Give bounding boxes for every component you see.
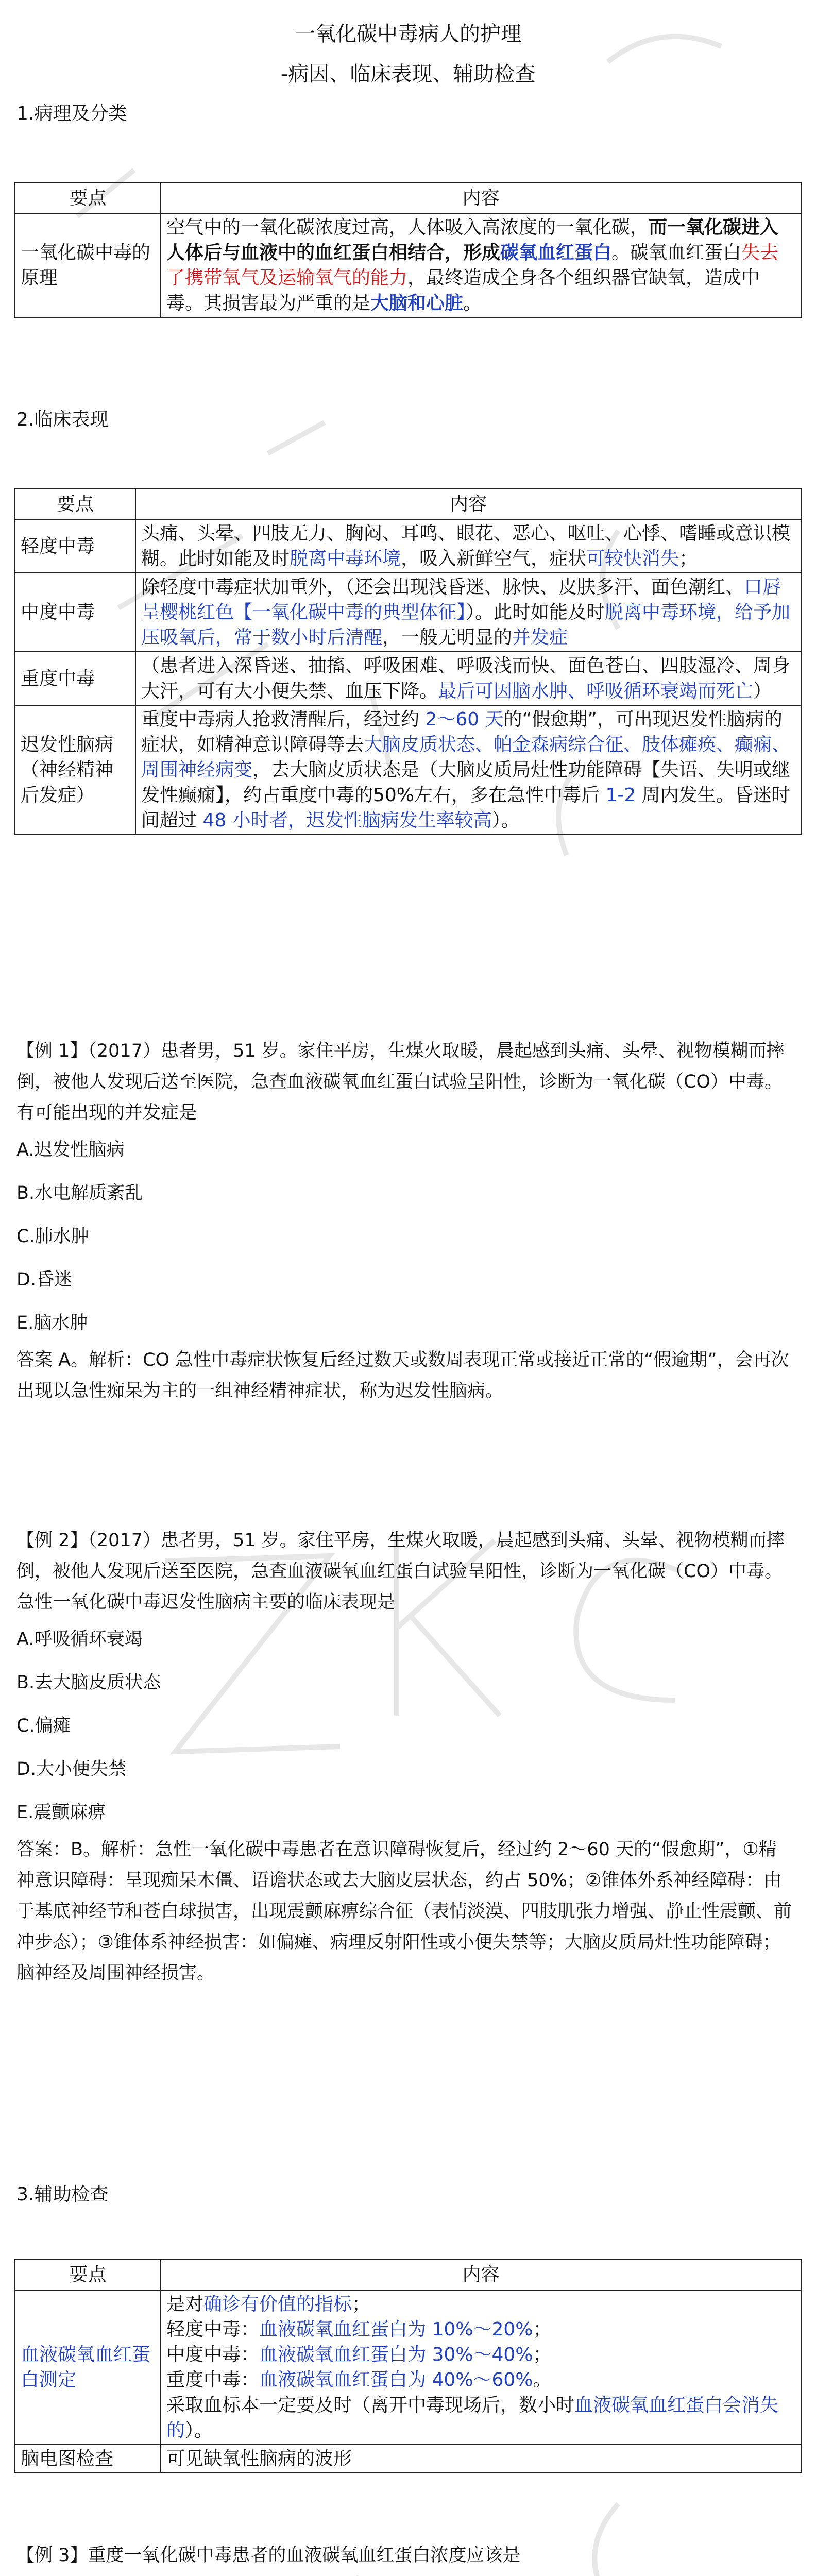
section-heading-1: 1.病理及分类 bbox=[16, 103, 127, 124]
text-segment: ； bbox=[679, 548, 698, 569]
option-d: D.大小便失禁 bbox=[16, 1759, 127, 1780]
highlight-term: 口唇呈樱桃红色【一氧化碳中毒的典型体征】 bbox=[141, 577, 781, 623]
content-line bbox=[166, 2317, 795, 2342]
text-segment: ； bbox=[533, 2319, 552, 2340]
option-b: B.去大脑皮质状态 bbox=[16, 1672, 161, 1693]
content-line bbox=[166, 2342, 795, 2367]
text-segment: 重度中毒： bbox=[166, 2369, 260, 2391]
clinical-table bbox=[14, 488, 802, 835]
table-header-row bbox=[15, 183, 801, 213]
highlight-term: 血液碳氧血红蛋白为 10%～20% bbox=[259, 2319, 533, 2340]
text-segment-bold: 形成 bbox=[463, 242, 501, 263]
section-heading-3: 3.辅助检查 bbox=[16, 2184, 109, 2205]
answer-explanation: 答案 A。解析：CO 急性中毒症状恢复后经过数天或数周表现正常或接近正常的“假逾期”，会再次出现以急性痴呆为主的一组神经精神症状，称为迟发性脑病。 bbox=[16, 1350, 789, 1401]
auxiliary-exam-table bbox=[14, 2259, 802, 2473]
text-segment: （患者进入深昏迷、抽搐、呼吸困难、呼吸浅而快、面色苍白、四肢湿冷、周身大汗，可有大小便失禁、血压下降。 bbox=[141, 655, 791, 702]
text-segment: ，吸入新鲜空气，症状 bbox=[401, 548, 587, 569]
option-b: B.水电解质紊乱 bbox=[16, 1183, 143, 1204]
row-key: 血液碳氧血红蛋白测定 bbox=[15, 2290, 161, 2445]
text-segment: 。碳氧血红蛋白 bbox=[611, 242, 742, 263]
highlight-term: 血液碳氧血红蛋白为 40%～60% bbox=[259, 2369, 533, 2391]
highlight-term: 大脑皮质状态、帕金森病综合征、肢体瘫痪、癫痫、周围神经病变 bbox=[141, 734, 791, 781]
pathology-table bbox=[14, 182, 802, 318]
column-header-content: 内容 bbox=[161, 183, 801, 213]
question-stem: 【例 1】（2017）患者男，51 岁。家住平房，生煤火取暖，晨起感到头痛、头晕、视物模糊而摔倒，被他人发现后送至医院，急查血液碳氧血红蛋白试验呈阳性，诊断为一氧化碳（CO）中毒。有可能出现的并发症是 bbox=[16, 1041, 785, 1123]
highlight-term: 大脑和心脏 bbox=[370, 293, 464, 314]
text-segment: 除轻度中毒症状加重外，（还会出现浅昏迷、脉快、皮肤多汗、面色潮红、 bbox=[141, 577, 744, 598]
text-segment: 是对 bbox=[166, 2294, 204, 2315]
row-key: 一氧化碳中毒的原理 bbox=[15, 213, 161, 317]
text-segment: 轻度中毒： bbox=[166, 2319, 260, 2340]
text-segment: ） bbox=[753, 681, 772, 702]
text-segment: 空气中的一氧化碳浓度过高，人体吸入高浓度的一氧化碳， bbox=[166, 217, 649, 238]
row-content bbox=[161, 2290, 801, 2445]
highlight-term: 血液碳氧血红蛋白为 30%～40% bbox=[259, 2344, 533, 2365]
column-header-key: 要点 bbox=[15, 489, 135, 519]
example-1 bbox=[16, 1036, 794, 1406]
option-d: D.昏迷 bbox=[16, 1269, 73, 1290]
table-header-row bbox=[15, 2260, 801, 2290]
highlight-term: 最后可因脑水肿、呼吸循环衰竭而死亡 bbox=[438, 681, 754, 702]
table-row bbox=[15, 519, 801, 573]
example-2 bbox=[16, 1525, 794, 1989]
text-segment: 重度中毒病人抢救清醒后，经过约 bbox=[141, 709, 426, 730]
highlight-term: 2～60 天 bbox=[425, 709, 504, 730]
row-content bbox=[161, 213, 801, 317]
text-segment: 。 bbox=[533, 2369, 552, 2391]
highlight-term: 脱离中毒环境 bbox=[290, 548, 401, 569]
option-e: E.震颤麻痹 bbox=[16, 1802, 106, 1823]
highlight-term: 碳氧血红蛋白 bbox=[500, 242, 612, 263]
row-content bbox=[135, 519, 801, 573]
text-segment: 。 bbox=[463, 293, 482, 314]
text-segment: ，一般无明显的 bbox=[382, 627, 513, 648]
highlight-term-red: 失去了携带氧气及运输氧气的能力 bbox=[166, 242, 779, 289]
row-key: 迟发性脑病（神经精神后发症） bbox=[15, 705, 135, 835]
option-e: E.脑水肿 bbox=[16, 1313, 88, 1333]
table-row bbox=[15, 2445, 801, 2473]
text-segment: 的“假愈期”，可出现迟发性脑病的症状，如精神意识障碍等去 bbox=[141, 709, 783, 755]
text-segment: 周内发生。昏迷时间超过 bbox=[141, 785, 790, 831]
text-segment: ，最终造成全身各个组织器官缺氧，造成中毒。其损害最为严重的是 bbox=[166, 267, 760, 314]
table-row bbox=[15, 705, 801, 835]
text-segment-bold: 而一氧化碳进入人体后与血液中的血红蛋白相结合， bbox=[166, 217, 779, 263]
highlight-term: 并发症 bbox=[512, 627, 568, 648]
content-line bbox=[166, 2393, 795, 2443]
row-key: 中度中毒 bbox=[15, 573, 135, 652]
table-row bbox=[15, 573, 801, 652]
column-header-key: 要点 bbox=[15, 183, 161, 213]
row-key: 轻度中毒 bbox=[15, 519, 135, 573]
highlight-term: 脱离中毒环境，给予加压吸氧后，常于数小时后清醒 bbox=[141, 602, 791, 648]
option-c: C.肺水肿 bbox=[16, 1226, 89, 1247]
table-row bbox=[15, 652, 801, 705]
section-heading-2: 2.临床表现 bbox=[16, 409, 109, 430]
row-content bbox=[135, 652, 801, 705]
question-stem: 【例 2】（2017）患者男，51 岁。家住平房，生煤火取暖，晨起感到头痛、头晕、视物模糊而摔倒，被他人发现后送至医院，急查血液碳氧血红蛋白试验呈阳性，诊断为一氧化碳（CO）中毒。急性一氧化碳中毒迟发性脑病主要的临床表现是 bbox=[16, 1530, 785, 1613]
text-segment: ）。 bbox=[491, 810, 520, 831]
table-row bbox=[15, 213, 801, 317]
text-segment: ； bbox=[533, 2344, 552, 2365]
page-title: 一氧化碳中毒病人的护理 bbox=[295, 22, 521, 46]
text-segment: ； bbox=[352, 2294, 371, 2315]
row-key: 重度中毒 bbox=[15, 652, 135, 705]
answer-explanation: 答案：B。解析：急性一氧化碳中毒患者在意识障碍恢复后，经过约 2～60 天的“假愈期”，①精神意识障碍：呈现痴呆木僵、语谵状态或去大脑皮层状态，约占 50%；②锥体外系神经障碍：由于基底神经节和苍白球损害，出现震颤麻痹综合征（表情淡漠、四肢肌张力增强、静止性震颤、前冲步态）；③锥体系神经损害：如偏瘫、病理反射阳性或小便失禁等；大脑皮质局灶性功能障碍；脑神经及周围神经损害。 bbox=[16, 1839, 792, 1984]
example-3 bbox=[16, 2540, 794, 2576]
text-segment: ）。 bbox=[185, 2420, 213, 2441]
watermark-stroke bbox=[268, 422, 325, 453]
option-c: C.偏瘫 bbox=[16, 1716, 71, 1736]
question-stem: 【例 3】重度一氧化碳中毒患者的血液碳氧血红蛋白浓度应该是 bbox=[16, 2545, 521, 2566]
highlight-term: 1-2 bbox=[605, 785, 636, 806]
table-header-row bbox=[15, 489, 801, 519]
row-content: 可见缺氧性脑病的波形 bbox=[161, 2445, 801, 2473]
column-header-content: 内容 bbox=[135, 489, 801, 519]
option-a bbox=[16, 2571, 794, 2576]
content-line bbox=[166, 2367, 795, 2393]
column-header-content: 内容 bbox=[161, 2260, 801, 2290]
table-row bbox=[15, 2290, 801, 2445]
highlight-term: 48 小时者，迟发性脑病发生率较高 bbox=[202, 810, 492, 831]
page-subtitle: -病因、临床表现、辅助检查 bbox=[280, 62, 536, 86]
row-content bbox=[135, 573, 801, 652]
text-segment: ，去大脑皮质状态是（大脑皮质局灶性功能障碍【失语、失明或继发性癫痫】，约占重度中毒的50%左右，多在急性中毒后 bbox=[141, 759, 791, 806]
option-a: A.呼吸循环衰竭 bbox=[16, 1629, 143, 1650]
text-segment: 头痛、头晕、四肢无力、胸闷、耳鸣、眼花、恶心、呕吐、心悸、嗜睡或意识模糊。此时如能及时 bbox=[141, 523, 791, 569]
option-a: A.迟发性脑病 bbox=[16, 1140, 125, 1160]
row-key: 脑电图检查 bbox=[15, 2445, 161, 2473]
content-line bbox=[166, 2292, 795, 2317]
row-content bbox=[135, 705, 801, 835]
highlight-term: 血液碳氧血红蛋白会消失的 bbox=[166, 2395, 779, 2441]
text-segment: ）。此时如能及时 bbox=[466, 602, 605, 623]
highlight-term: 确诊有价值的指标 bbox=[203, 2294, 352, 2315]
highlight-term: 可较快消失 bbox=[586, 548, 679, 569]
column-header-key: 要点 bbox=[15, 2260, 161, 2290]
text-segment: 中度中毒： bbox=[166, 2344, 260, 2365]
text-segment: 采取血标本一定要及时（离开中毒现场后，数小时 bbox=[166, 2395, 575, 2416]
